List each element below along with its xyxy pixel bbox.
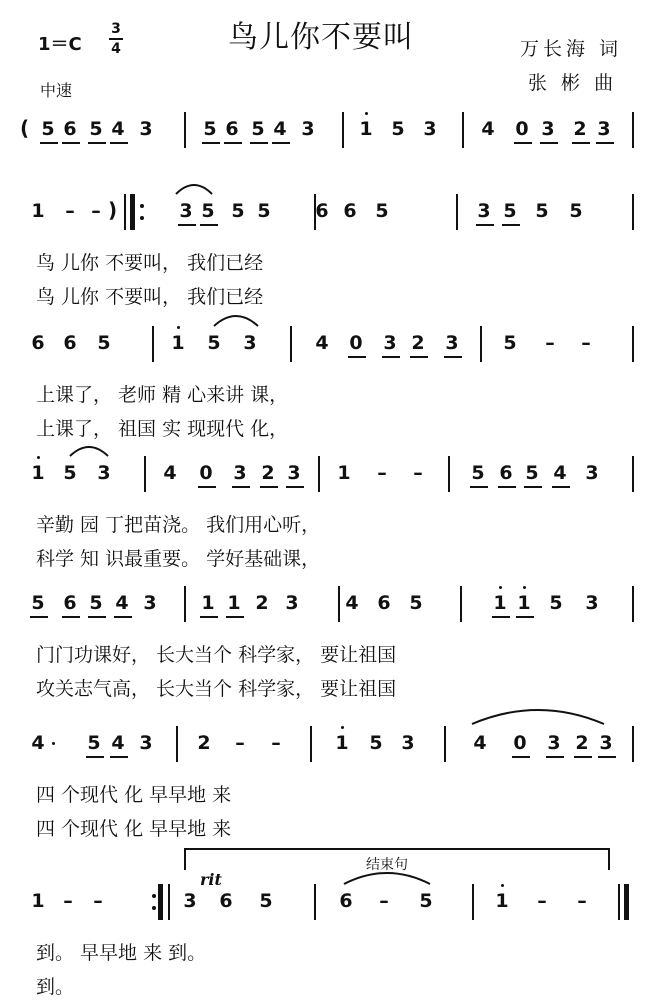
- underline-beam: [540, 142, 558, 144]
- note: 4: [115, 592, 129, 614]
- barline: [184, 586, 186, 622]
- underline-beam: [198, 486, 216, 488]
- note: 0: [513, 732, 527, 754]
- note: 2: [573, 118, 587, 140]
- octave-dot: [501, 884, 504, 887]
- note: 6: [377, 592, 391, 614]
- note: 1: [359, 118, 373, 140]
- barline: [338, 586, 340, 622]
- barline: [342, 112, 344, 148]
- note: –: [65, 200, 75, 222]
- note: –: [271, 732, 281, 754]
- underline-beam: [382, 356, 400, 358]
- barline: [456, 194, 458, 230]
- barline: [176, 726, 178, 762]
- underline-beam: [598, 756, 616, 758]
- octave-dot: [365, 112, 368, 115]
- barline: [144, 456, 146, 492]
- song-title: 鸟儿你不要叫: [228, 20, 414, 55]
- lyrics-verse-2: 上课了， 祖国 实 现现代 化，: [36, 418, 289, 440]
- key-signature: 1＝C: [38, 34, 82, 55]
- note: 1: [31, 462, 45, 484]
- note: 1: [495, 890, 509, 912]
- barline: [472, 884, 474, 920]
- note: 4: [111, 732, 125, 754]
- note: 3: [233, 462, 247, 484]
- note: 3: [179, 200, 193, 222]
- note: –: [537, 890, 547, 912]
- note: 6: [31, 332, 45, 354]
- note: 6: [63, 118, 77, 140]
- underline-beam: [260, 486, 278, 488]
- note: 6: [499, 462, 513, 484]
- note: 4: [315, 332, 329, 354]
- underline-beam: [232, 486, 250, 488]
- ritardando-marking: rit: [200, 870, 222, 889]
- barline: [632, 194, 634, 230]
- close-paren: ): [108, 198, 118, 222]
- underline-beam: [286, 486, 304, 488]
- underline-beam: [40, 142, 58, 144]
- note: –: [93, 890, 103, 912]
- note: 5: [251, 118, 265, 140]
- note: 1: [335, 732, 349, 754]
- note: 3: [599, 732, 613, 754]
- note: 5: [87, 732, 101, 754]
- note: 1: [517, 592, 531, 614]
- underline-beam: [202, 142, 220, 144]
- note: 3: [597, 118, 611, 140]
- note: 5: [569, 200, 583, 222]
- note: 5: [41, 118, 55, 140]
- lyrics-verse-1: 四 个现代 化 早早地 来: [36, 784, 232, 806]
- underline-beam: [546, 756, 564, 758]
- barline: [314, 884, 316, 920]
- note: 4: [481, 118, 495, 140]
- note: 2: [575, 732, 589, 754]
- note: 5: [419, 890, 433, 912]
- underline-beam: [574, 756, 592, 758]
- underline-beam: [514, 142, 532, 144]
- note: 1: [227, 592, 241, 614]
- note: 5: [525, 462, 539, 484]
- octave-dot: [523, 586, 526, 589]
- note: 2: [261, 462, 275, 484]
- note: 4: [345, 592, 359, 614]
- note: 5: [31, 592, 45, 614]
- underline-beam: [498, 486, 516, 488]
- note: –: [379, 890, 389, 912]
- note: 1: [171, 332, 185, 354]
- note: 5: [375, 200, 389, 222]
- note: –: [235, 732, 245, 754]
- note: 3: [183, 890, 197, 912]
- underline-beam: [552, 486, 570, 488]
- lyrics-verse-1: 门门功课好， 长大当个 科学家， 要让祖国: [36, 644, 397, 666]
- underline-beam: [86, 756, 104, 758]
- ending-bracket-right: [608, 848, 610, 870]
- octave-dot: [341, 726, 344, 729]
- note: 2: [411, 332, 425, 354]
- barline: [314, 194, 316, 230]
- barline: [462, 112, 464, 148]
- note: 3: [541, 118, 555, 140]
- underline-beam: [492, 616, 510, 618]
- note: 4: [111, 118, 125, 140]
- repeat-dot: [152, 906, 156, 910]
- note: 5: [89, 118, 103, 140]
- barline: [632, 326, 634, 362]
- underline-beam: [596, 142, 614, 144]
- underline-beam: [226, 616, 244, 618]
- note: 5: [369, 732, 383, 754]
- octave-dot: [499, 586, 502, 589]
- ending-bracket-left: [184, 848, 186, 870]
- underline-beam: [476, 224, 494, 226]
- note: 3: [97, 462, 111, 484]
- note: 1: [31, 890, 45, 912]
- underline-beam: [524, 486, 542, 488]
- note: 5: [535, 200, 549, 222]
- note: 5: [63, 462, 77, 484]
- barline: [290, 326, 292, 362]
- lyrics-verse-1: 到。 早早地 来 到。: [36, 942, 207, 964]
- note: 6: [63, 592, 77, 614]
- slur: [344, 873, 430, 884]
- note: 5: [207, 332, 221, 354]
- note: 3: [585, 592, 599, 614]
- underline-beam: [512, 756, 530, 758]
- repeat-barline: [168, 884, 170, 920]
- repeat-barline-thick: [158, 884, 163, 920]
- underline-beam: [200, 224, 218, 226]
- augmentation-dot: [52, 742, 55, 745]
- note: 3: [287, 462, 301, 484]
- note: 3: [547, 732, 561, 754]
- time-signature: [108, 20, 124, 58]
- note: –: [377, 462, 387, 484]
- barline: [632, 586, 634, 622]
- underline-beam: [444, 356, 462, 358]
- barline: [632, 726, 634, 762]
- note: 0: [349, 332, 363, 354]
- underline-beam: [502, 224, 520, 226]
- slur: [472, 710, 604, 724]
- underline-beam: [178, 224, 196, 226]
- barline: [444, 726, 446, 762]
- barline: [310, 726, 312, 762]
- note: 6: [343, 200, 357, 222]
- underline-beam: [114, 616, 132, 618]
- note: 1: [201, 592, 215, 614]
- note: 3: [143, 592, 157, 614]
- open-paren: (: [20, 116, 30, 140]
- underline-beam: [272, 142, 290, 144]
- lyrics-verse-2: 科学 知 识最重要。 学好基础课，: [36, 548, 321, 570]
- underline-beam: [110, 142, 128, 144]
- barline: [448, 456, 450, 492]
- note: 5: [471, 462, 485, 484]
- note: 1: [31, 200, 45, 222]
- barline: [632, 112, 634, 148]
- underline-beam: [88, 616, 106, 618]
- note: 0: [515, 118, 529, 140]
- note: 0: [199, 462, 213, 484]
- final-barline-thick: [624, 884, 629, 920]
- barline: [460, 586, 462, 622]
- underline-beam: [30, 616, 48, 618]
- note: –: [581, 332, 591, 354]
- barline: [152, 326, 154, 362]
- underline-beam: [200, 616, 218, 618]
- note: –: [63, 890, 73, 912]
- lyrics-verse-1: 辛勤 园 丁把苗浇。 我们用心听，: [36, 514, 321, 536]
- note: 3: [301, 118, 315, 140]
- note: 3: [423, 118, 437, 140]
- note: 3: [139, 118, 153, 140]
- note: –: [545, 332, 555, 354]
- repeat-dot: [140, 216, 144, 220]
- note: 3: [139, 732, 153, 754]
- note: 5: [259, 890, 273, 912]
- lyrics-verse-2: 鸟 儿你 不要叫， 我们已经: [36, 286, 264, 308]
- note: 5: [257, 200, 271, 222]
- note: 5: [503, 200, 517, 222]
- lyrics-verse-2: 四 个现代 化 早早地 来: [36, 818, 232, 840]
- note: 2: [197, 732, 211, 754]
- barline: [318, 456, 320, 492]
- note: 5: [201, 200, 215, 222]
- note: 6: [339, 890, 353, 912]
- slur: [176, 185, 212, 194]
- slur: [70, 447, 108, 456]
- note: 3: [383, 332, 397, 354]
- note: 3: [401, 732, 415, 754]
- barline: [480, 326, 482, 362]
- repeat-barline-thick: [130, 194, 135, 230]
- note: 4: [473, 732, 487, 754]
- underline-beam: [110, 756, 128, 758]
- note: 4: [31, 732, 45, 754]
- lyrics-verse-2: 攻关志气高， 长大当个 科学家， 要让祖国: [36, 678, 397, 700]
- note: 3: [585, 462, 599, 484]
- composer-credit: 张 彬 曲: [528, 72, 618, 94]
- note: –: [91, 200, 101, 222]
- ending-bracket: [184, 848, 610, 850]
- underline-beam: [62, 616, 80, 618]
- note: 5: [549, 592, 563, 614]
- note: 6: [315, 200, 329, 222]
- tempo-marking: 中速: [40, 81, 73, 100]
- note: 4: [163, 462, 177, 484]
- slur: [214, 316, 258, 326]
- note: 3: [285, 592, 299, 614]
- underline-beam: [516, 616, 534, 618]
- octave-dot: [37, 456, 40, 459]
- underline-beam: [250, 142, 268, 144]
- octave-dot: [177, 326, 180, 329]
- underline-beam: [410, 356, 428, 358]
- underline-beam: [470, 486, 488, 488]
- lyrics-verse-1: 鸟 儿你 不要叫， 我们已经: [36, 252, 264, 274]
- underline-beam: [88, 142, 106, 144]
- lyrics-verse-1: 上课了， 老师 精 心来讲 课，: [36, 384, 289, 406]
- lyricist-credit: 万长海 词: [520, 38, 623, 60]
- note: 5: [503, 332, 517, 354]
- meter-bottom: 4: [111, 41, 121, 57]
- barline: [184, 112, 186, 148]
- underline-beam: [62, 142, 80, 144]
- note: 5: [391, 118, 405, 140]
- note: 3: [445, 332, 459, 354]
- note: 1: [493, 592, 507, 614]
- note: 5: [89, 592, 103, 614]
- meter-top: 3: [111, 21, 121, 37]
- note: 3: [243, 332, 257, 354]
- note: 5: [231, 200, 245, 222]
- note: 6: [63, 332, 77, 354]
- note: 5: [97, 332, 111, 354]
- underline-beam: [348, 356, 366, 358]
- ending-label: 结束句: [366, 857, 408, 873]
- lyrics-verse-2: 到。: [36, 976, 75, 998]
- note: –: [577, 890, 587, 912]
- underline-beam: [572, 142, 590, 144]
- note: 4: [553, 462, 567, 484]
- final-barline: [618, 884, 620, 920]
- repeat-dot: [152, 894, 156, 898]
- repeat-barline: [124, 194, 126, 230]
- note: 1: [337, 462, 351, 484]
- note: 6: [219, 890, 233, 912]
- underline-beam: [224, 142, 242, 144]
- note: 4: [273, 118, 287, 140]
- barline: [632, 456, 634, 492]
- repeat-dot: [140, 204, 144, 208]
- note: 5: [203, 118, 217, 140]
- note: 6: [225, 118, 239, 140]
- note: –: [413, 462, 423, 484]
- note: 2: [255, 592, 269, 614]
- note: 3: [477, 200, 491, 222]
- note: 5: [409, 592, 423, 614]
